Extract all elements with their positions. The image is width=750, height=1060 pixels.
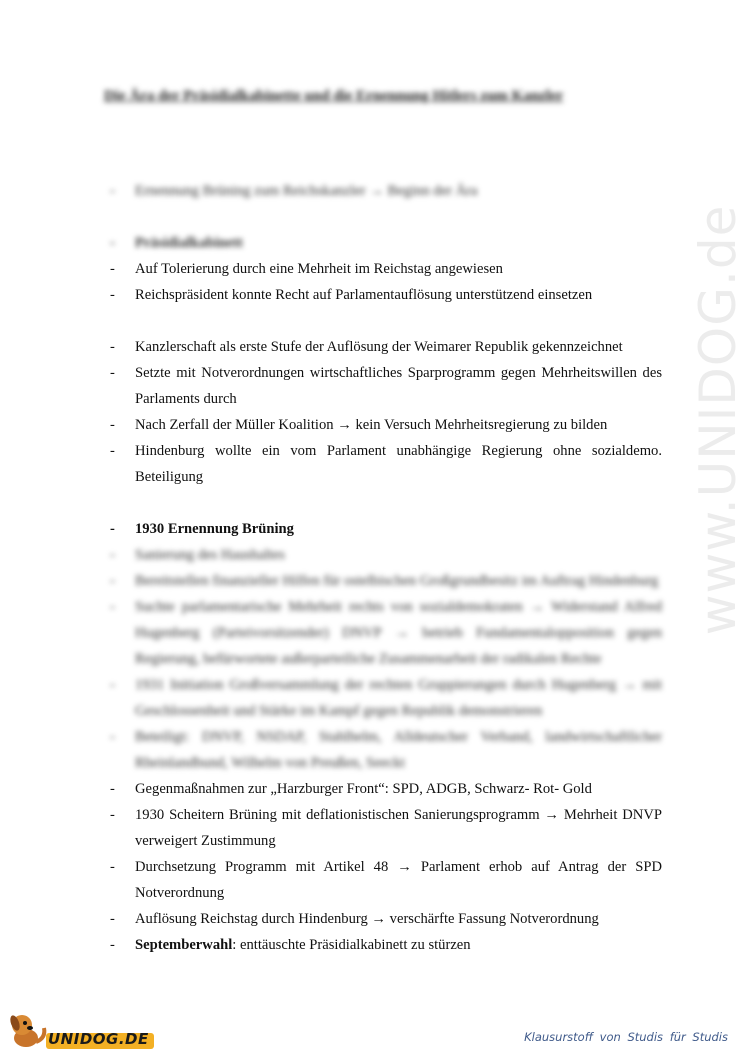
list-item bbox=[110, 360, 662, 412]
bullet-dash: - bbox=[110, 781, 115, 797]
list-item-bold-lead: Septemberwahl bbox=[135, 937, 233, 953]
bullet-dash: - bbox=[110, 937, 115, 953]
section-heading bbox=[110, 516, 662, 542]
list-item bbox=[110, 776, 662, 802]
list-item-text: Durchsetzung Programm mit Artikel 48 → Parlament erhob auf Antrag der SPD Notverordnung bbox=[135, 859, 662, 901]
bullet-dash: - bbox=[110, 599, 115, 615]
bullet-dash: - bbox=[110, 261, 115, 277]
list-item-text: 1930 Scheitern Brüning mit deflationistischen Sanierungsprogramm → Mehrheit DNVP verweigert Zustimmung bbox=[135, 807, 662, 849]
dog-mascot-icon bbox=[6, 1008, 50, 1052]
list-item-text: Gegenmaßnahmen zur „Harzburger Front“: SPD, ADGB, Schwarz- Rot- Gold bbox=[135, 781, 592, 797]
list-item-text: Bereitstellen finanzieller Hilfen für ostelbischen Großgrundbesitz im Auftrag Hindenburg bbox=[135, 573, 659, 589]
bullet-dash: - bbox=[110, 573, 115, 589]
list-item-text: Suchte parlamentarische Mehrheit rechts von sozialdemokraten → Widerstand Alfred Hugenberg (Parteivorsitzender) DNVP → betrieb Fundamentalopposition gegen Regierung, befürwortete außerparteiliche Zusammenarbeit der radikalen Rechte bbox=[135, 599, 662, 667]
bullet-dash: - bbox=[110, 183, 115, 199]
logo-text: UNIDOG.DE bbox=[48, 1030, 149, 1048]
list-item-text: Sanierung des Haushaltes bbox=[135, 547, 285, 563]
list-item-text: 1931 Initiation Großversammlung der rechten Gruppierungen durch Hugenberg → mit Geschlossenheit und Stärke im Kampf gegen Republik demonstrieren bbox=[135, 677, 662, 719]
spacer bbox=[110, 490, 662, 516]
list-item bbox=[110, 438, 662, 490]
list-item-text: Präsidialkabinett bbox=[135, 235, 243, 251]
list-item bbox=[110, 802, 662, 854]
list-item bbox=[110, 256, 662, 282]
bullet-dash: - bbox=[110, 729, 115, 745]
list-item-text: Hindenburg wollte ein vom Parlament unabhängige Regierung ohne sozialdemo. Beteiligung bbox=[135, 443, 662, 485]
unidog-logo[interactable] bbox=[6, 1008, 156, 1052]
bullet-dash: - bbox=[110, 677, 115, 693]
list-item bbox=[110, 932, 662, 958]
list-item bbox=[110, 594, 662, 672]
bullet-dash: - bbox=[110, 859, 115, 875]
bullet-dash: - bbox=[110, 911, 115, 927]
list-item bbox=[110, 724, 662, 776]
bullet-dash: - bbox=[110, 365, 115, 381]
bullet-dash: - bbox=[110, 521, 115, 537]
list-item-text: Auflösung Reichstag durch Hindenburg → verschärfte Fassung Notverordnung bbox=[135, 911, 599, 927]
bullet-dash: - bbox=[110, 443, 115, 459]
list-item bbox=[110, 282, 662, 308]
section-heading bbox=[110, 230, 662, 256]
list-item bbox=[110, 672, 662, 724]
list-item-text bbox=[135, 937, 471, 953]
document-body bbox=[110, 178, 662, 958]
list-item-text: Reichspräsident konnte Recht auf Parlamentauflösung unterstützend einsetzen bbox=[135, 287, 593, 303]
list-item-text: Auf Tolerierung durch eine Mehrheit im Reichstag angewiesen bbox=[135, 261, 503, 277]
list-item-text: 1930 Ernennung Brüning bbox=[135, 521, 294, 537]
page-title: Die Ära der Präsidialkabinette und die Ernennung Hitlers zum Kanzler bbox=[104, 88, 564, 104]
bullet-dash: - bbox=[110, 417, 115, 433]
footer-slogan: Klausurstoff von Studis für Studis bbox=[524, 1030, 728, 1044]
list-item-text: Ernennung Brüning zum Reichskanzler → Beginn der Ära bbox=[135, 183, 478, 199]
list-item-text: Nach Zerfall der Müller Koalition → kein Versuch Mehrheitsregierung zu bilden bbox=[135, 417, 608, 433]
list-item-text: Setzte mit Notverordnungen wirtschaftliches Sparprogramm gegen Mehrheitswillen des Parlaments durch bbox=[135, 365, 662, 407]
list-item bbox=[110, 542, 662, 568]
bullet-dash: - bbox=[110, 807, 115, 823]
list-item bbox=[110, 568, 662, 594]
list-item bbox=[110, 906, 662, 932]
bullet-dash: - bbox=[110, 547, 115, 563]
list-item-text: Kanzlerschaft als erste Stufe der Auflösung der Weimarer Republik gekennzeichnet bbox=[135, 339, 623, 355]
list-item bbox=[110, 412, 662, 438]
list-item bbox=[110, 854, 662, 906]
spacer bbox=[110, 308, 662, 334]
watermark: www.UNIDOG.de bbox=[689, 204, 747, 636]
bullet-dash: - bbox=[110, 339, 115, 355]
spacer bbox=[110, 204, 662, 230]
list-item bbox=[110, 178, 662, 204]
list-item-text: Beteiligt: DNVP, NSDAP, Stahlhelm, Alldeutscher Verband, landwirtschaftlicher Rheinlandbund, Wilhelm von Preußen, Seeckt bbox=[135, 729, 662, 771]
bullet-dash: - bbox=[110, 235, 115, 251]
list-item-rest: : enttäuschte Präsidialkabinett zu stürzen bbox=[232, 937, 471, 953]
bullet-dash: - bbox=[110, 287, 115, 303]
list-item bbox=[110, 334, 662, 360]
